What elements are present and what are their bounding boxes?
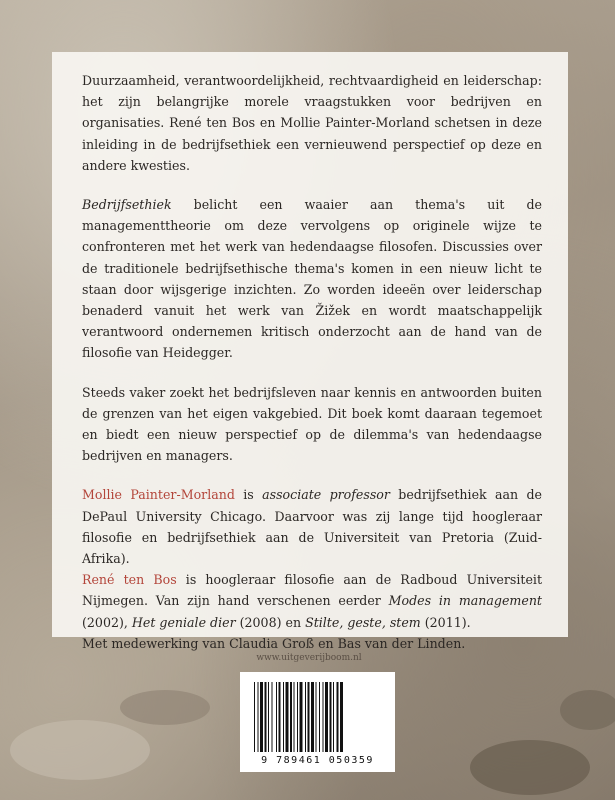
barcode — [240, 672, 395, 772]
author-name: Mollie Painter-Morland — [82, 487, 235, 503]
publisher-url: www.uitgeverijboom.nl — [256, 653, 362, 663]
intro-paragraph: Duurzaamheid, verantwoordelijkheid, rechtvaardigheid en leiderschap: het zijn belangrijke morele vraagstukken voor bedrijven en organisaties. René ten Bos en Mollie Painter-Morland schetsen in deze inleiding in de bedrijfsethiek een vernieuwend perspectief op deze en andere kwesties. — [82, 73, 542, 173]
background-rock — [10, 720, 150, 780]
background-rock — [470, 740, 590, 795]
background-rock — [120, 690, 210, 725]
back-cover-text — [82, 70, 542, 672]
context-paragraph: Steeds vaker zoekt het bedrijfsleven naar kennis en antwoorden buiten de grenzen van het eigen vakgebied. Dit boek komt daaraan tegemoet en biedt een nieuw perspectief op de dilemma's van hedendaagse bedrijven en managers. — [82, 384, 542, 464]
themes-paragraph: Bedrijfsethiek belicht een waaier aan thema's uit de managementtheorie om deze vervolgens op originele wijze te confronteren met het werk van hedendaagse filosofen. Discussies over de traditionele bedrijfsethische thema's komen in een nieuw licht te staan door wijsgerige inzichten. Zo worden ideeën over leiderschap benaderd vanuit het werk van Žižek en wordt maatschappelijk verantwoord ondernemen kritisch onderzocht aan de hand van de filosofie van Heidegger. — [82, 197, 542, 361]
credit-line: Met medewerking van Claudia Groß en Bas van der Linden. — [82, 635, 466, 651]
author-bio-painter-morland: Mollie Painter-Morland is associate professor bedrijfsethiek aan de DePaul University Chicago. Daarvoor was zij lange tijd hoogleraar filosofie en bedrijfsethiek aan de Universiteit van Pretoria (Zuid-Afrika). — [82, 487, 542, 567]
isbn-number: 9 789461 050359 — [261, 755, 374, 766]
background-rock — [560, 690, 615, 730]
book-title: Bedrijfsethiek — [82, 197, 172, 213]
author-name: René ten Bos — [82, 572, 177, 588]
barcode-bars — [254, 682, 382, 752]
author-bio-ten-bos: René ten Bos is hoogleraar filosofie aan de Radboud Universiteit Nijmegen. Van zijn hand verschenen eerder Modes in management (2002), Het geniale dier (2008) en Stilte, geste, stem (2011). — [82, 572, 543, 630]
